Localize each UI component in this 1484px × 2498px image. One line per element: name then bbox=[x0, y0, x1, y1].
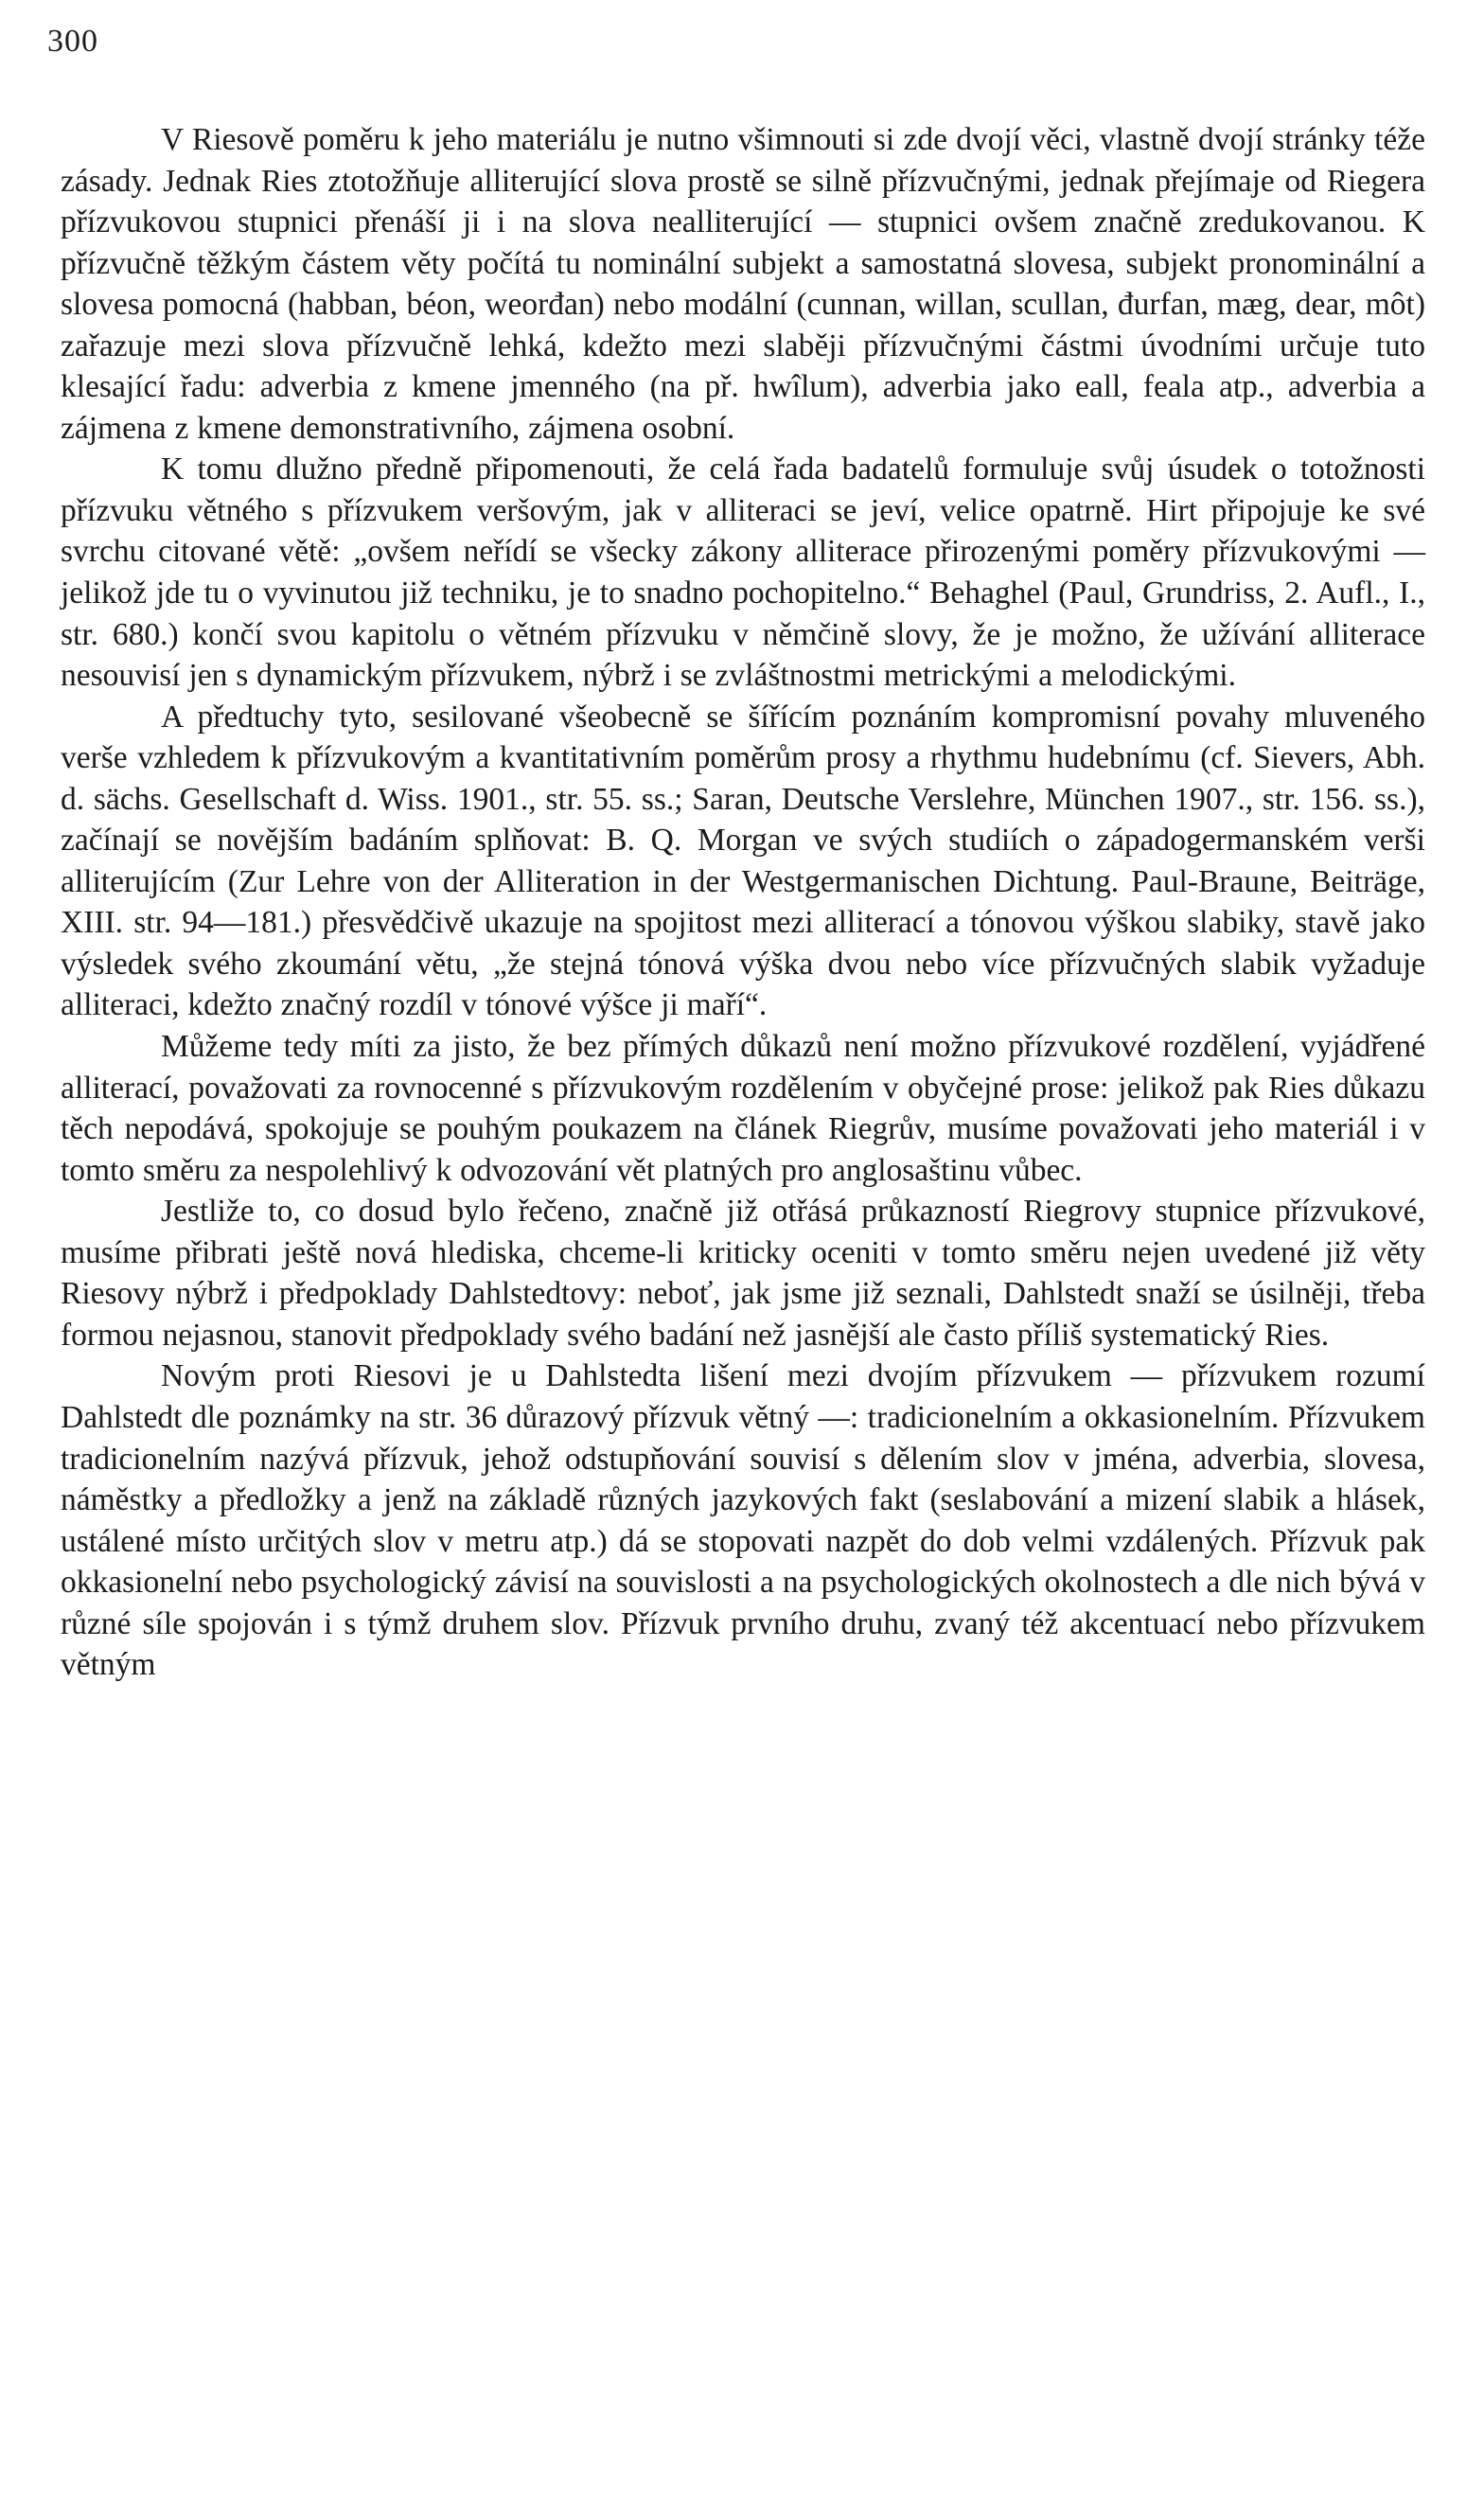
body-text bbox=[61, 119, 1425, 1686]
paragraph-2: K tomu dlužno předně připomenouti, že celá řada badatelů formuluje svůj úsudek o totožnosti přízvuku větného s přízvukem veršovým, jak v alliteraci se jeví, velice opatrně. Hirt připojuje ke své svrchu citované větě: „ovšem neřídí se všecky zákony alliterace přirozenými poměry přízvukovými — jelikož jde tu o vyvinutou již techniku, je to snadno pochopitelno.“ Behaghel (Paul, Grundriss, 2. Aufl., I., str. 680.) končí svou kapitolu o větném přízvuku v němčině slovy, že je možno, že užívání alliterace nesouvisí jen s dynamickým přízvukem, nýbrž i se zvláštnostmi metrickými a melodickými. bbox=[61, 452, 1425, 694]
paragraph-5: Jestliže to, co dosud bylo řečeno, značně již otřásá průkazností Riegrovy stupnice přízvukové, musíme přibrati ještě nová hlediska, chceme-li kriticky oceniti v tomto směru nejen uvedené již věty Riesovy nýbrž i předpoklady Dahlstedtovy: neboť, jak jsme již seznali, Dahlstedt snaží se úsilněji, třeba formou nejasnou, stanovit předpoklady svého badání než jasnější ale často příliš systematický Ries. bbox=[61, 1194, 1425, 1353]
paragraph-4: Můžeme tedy míti za jisto, že bez přímých důkazů není možno přízvukové rozdělení, vyjádřené alliterací, považovati za rovnocenné s přízvukovým rozdělením v obyčejné prose: jelikož pak Ries důkazu těch nepodává, spokojuje se pouhým poukazem na článek Riegrův, musíme považovati jeho materiál i v tomto směru za nespolehlivý k odvozování vět platných pro anglosaštinu vůbec. bbox=[61, 1029, 1425, 1188]
paragraph-1: V Riesově poměru k jeho materiálu je nutno všimnouti si zde dvojí věci, vlastně dvojí stránky téže zásady. Jednak Ries ztotožňuje alliterující slova prostě se silně přízvučnými, jednak přejímaje od Riegera přízvukovou stupnici přenáší ji i na slova nealliterující — stupnici ovšem značně zredukovanou. K přízvučně těžkým částem věty počítá tu nominální subjekt a samostatná slovesa, subjekt pronominální a slovesa pomocná (habban, béon, weorđan) nebo modální (cunnan, willan, scullan, đurfan, mæg, dear, môt) zařazuje mezi slova přízvučně lehká, kdežto mezi slaběji přízvučnými částmi úvodními určuje tuto klesající řadu: adverbia z kmene jmenného (na př. hwîlum), adverbia jako eall, feala atp., adverbia a zájmena z kmene demonstrativního, zájmena osobní. bbox=[61, 122, 1425, 446]
page-number: 300 bbox=[47, 24, 98, 59]
paragraph-3: A předtuchy tyto, sesilované všeobecně se šířícím poznáním kompromisní povahy mluveného verše vzhledem k přízvukovým a kvantitativním poměrům prosy a rhythmu hudebnímu (cf. Sievers, Abh. d. sächs. Gesellschaft d. Wiss. 1901., str. 55. ss.; Saran, Deutsche Verslehre, München 1907., str. 156. ss.), začínají se novějším badáním splňovat: B. Q. Morgan ve svých studiích o západogermanském verši alliterujícím (Zur Lehre von der Alliteration in der Westgermanischen Dichtung. Paul-Braune, Beiträge, XIII. str. 94—181.) přesvědčivě ukazuje na spojitost mezi alliterací a tónovou výškou slabiky, stavě jako výsledek svého zkoumání větu, „že stejná tónová výška dvou nebo více přízvučných slabik vyžaduje alliteraci, kdežto značný rozdíl v tónové výšce ji maří“. bbox=[61, 699, 1425, 1023]
paragraph-6: Novým proti Riesovi je u Dahlstedta lišení mezi dvojím přízvukem — přízvukem rozumí Dahlstedt dle poznámky na str. 36 důrazový přízvuk větný —: tradicionelním a okkasionelním. Přízvukem tradicionelním nazývá přízvuk, jehož odstupňování souvisí s dělením slov v jména, adverbia, slovesa, náměstky a předložky a jenž na základě různých jazykových fakt (seslabování a mizení slabik a hlásek, ustálené místo určitých slov v metru atp.) dá se stopovati nazpět do dob velmi vzdálených. Přízvuk pak okkasionelní nebo psychologický závisí na souvislosti a na psychologických okolnostech a dle nich bývá v různé síle spojován i s týmž druhem slov. Přízvuk prvního druhu, zvaný též akcentuací nebo přízvukem větným bbox=[61, 1358, 1425, 1683]
